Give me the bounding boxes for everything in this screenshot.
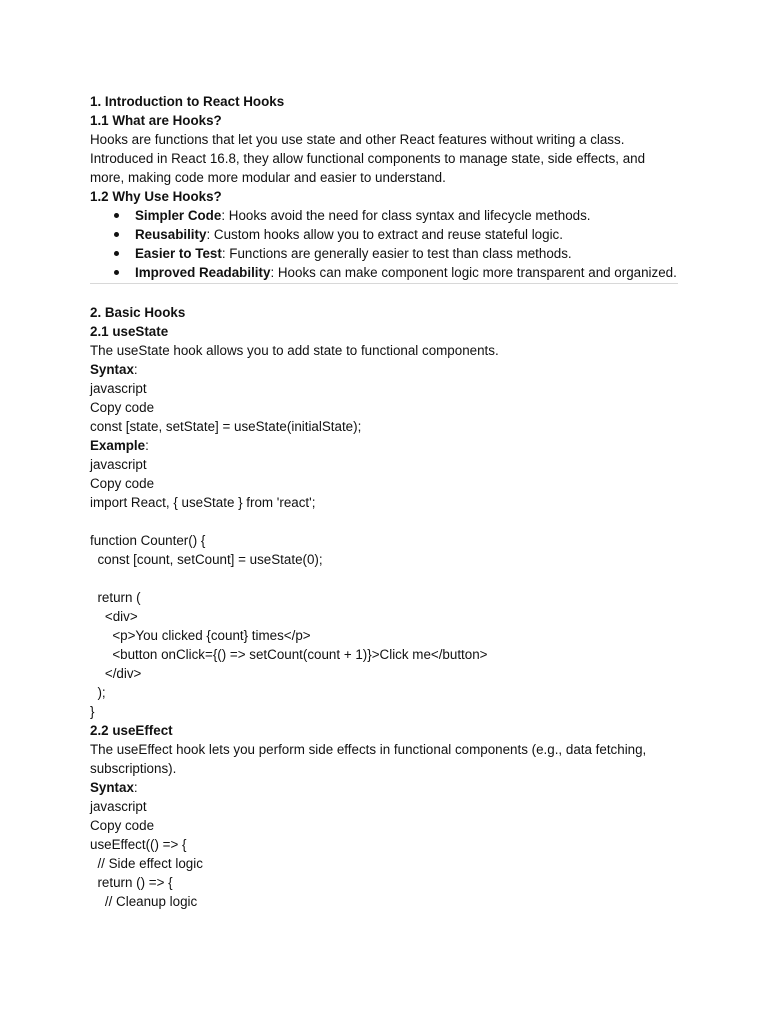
subsection-1-1-paragraph: Hooks are functions that let you use state and other React features without writing a class. Introduced in React 16.8, they allow functional components to manage state, side effects, and more, making code more modular and easier to understand.: [90, 132, 646, 185]
list-item: [135, 206, 678, 225]
useeffect-description: The useEffect hook lets you perform side effects in functional components (e.g., data fetching, subscriptions).: [90, 742, 647, 776]
section-1-heading: 1. Introduction to React Hooks: [90, 94, 285, 109]
section-2-heading: 2. Basic Hooks: [90, 305, 186, 320]
subsection-1-2-heading: 1.2 Why Use Hooks?: [90, 189, 222, 204]
list-item-term: Improved Readability: [135, 265, 271, 280]
subsection-2-1-heading: 2.1 useState: [90, 324, 169, 339]
subsection-1-1-heading: 1.1 What are Hooks?: [90, 113, 222, 128]
list-item: [135, 244, 678, 263]
copy-code-link[interactable]: Copy code: [90, 818, 155, 833]
list-item-term: Reusability: [135, 227, 207, 242]
spacer: [90, 284, 678, 303]
code-language: javascript: [90, 457, 147, 472]
list-item: [135, 225, 678, 244]
code-language: javascript: [90, 381, 147, 396]
list-item-text: : Hooks avoid the need for class syntax and lifecycle methods.: [221, 208, 591, 223]
subsection-2-2-heading: 2.2 useEffect: [90, 723, 173, 738]
list-item-text: : Hooks can make component logic more transparent and organized.: [270, 265, 677, 280]
list-item-text: : Custom hooks allow you to extract and reuse stateful logic.: [206, 227, 563, 242]
useeffect-syntax-code: useEffect(() => { // Side effect logic return () => { // Cleanup logic: [90, 837, 203, 909]
list-item: [135, 263, 678, 282]
usestate-syntax-code: const [state, setState] = useState(initialState);: [90, 419, 362, 434]
list-item-term: Simpler Code: [135, 208, 222, 223]
reasons-list: [90, 206, 678, 282]
copy-code-link[interactable]: Copy code: [90, 400, 155, 415]
list-item-term: Easier to Test: [135, 246, 222, 261]
syntax-label: Syntax:: [90, 780, 138, 795]
document-content: [90, 92, 678, 911]
example-label: Example:: [90, 438, 149, 453]
usestate-example-code: import React, { useState } from 'react'; function Counter() { const [count, setCount] = useState(0); return ( <div> <p>You clicked {count} times</p> <button onClick={() => setCount(count + 1)}>Click me</button> </div> ); }: [90, 495, 488, 719]
code-language: javascript: [90, 799, 147, 814]
copy-code-link[interactable]: Copy code: [90, 476, 155, 491]
list-item-text: : Functions are generally easier to test than class methods.: [221, 246, 572, 261]
syntax-label: Syntax:: [90, 362, 138, 377]
usestate-description: The useState hook allows you to add state to functional components.: [90, 343, 499, 358]
